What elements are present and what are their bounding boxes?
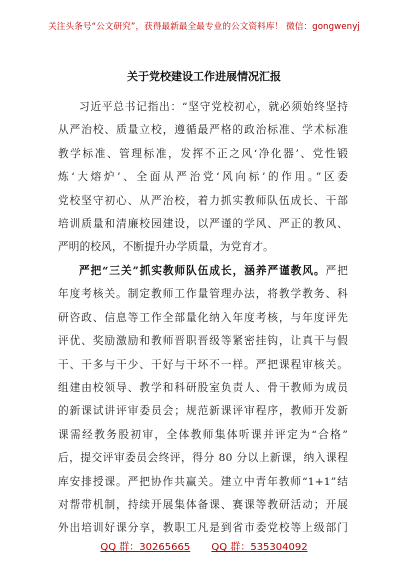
section-heading-tail: 严把	[325, 265, 348, 277]
qq-group-1: QQ 群：30265665	[100, 542, 191, 553]
paragraph-section	[58, 260, 348, 541]
qq-group-2: QQ 群：535304092	[211, 542, 308, 553]
text-line: 库安排授课。严把协作共赢关。建立中青年教师“1+1”结	[58, 475, 348, 488]
text-line: 干、干多与干少、干好与干坏不一样。严把课程审核关。	[58, 358, 348, 371]
text-line: 外出培训好课分享，教职工凡是到省市委党校等上级部门	[58, 522, 348, 535]
text-line: 后，提交评审委员会终评，得分 80 分以上新课，纳入课程	[58, 452, 348, 465]
text-line: 严明的校风，不断提升办学质量，为党育才。	[58, 241, 274, 254]
text-line: 培训质量和清廉校园建设，以严谨的学风、严正的教风、	[58, 217, 348, 230]
document-title: 关于党校建设工作进展情况汇报	[127, 70, 281, 83]
footer-qq-groups	[0, 538, 408, 553]
promo-header: 关注头条号“公文研究”，获得最新最全最专业的公文资料库！ 微信：gongwenyj	[48, 22, 360, 32]
section-heading-line	[58, 260, 348, 283]
text-line: 党校坚守初心、从严治校，着力抓实教师队伍成长、干部	[58, 194, 348, 207]
text-line: 课需经教务股初审，全体教师集体听课并评定为“合格”	[58, 428, 348, 441]
text-line: 炼‘大熔炉’、全面从严治党‘风向标’的作用。”区委	[58, 171, 348, 184]
text-line: 教学标准、管理标准，发挥不正之风‘净化器’、党性锻	[58, 147, 348, 160]
paragraph-intro	[58, 96, 348, 260]
section-heading: 严把“三关”抓实教师队伍成长，涵养严谨教风。	[79, 265, 326, 277]
text-line: 年度考核关。制定教师工作量管理办法，将教学教务、科	[58, 288, 348, 301]
text-line: 习近平总书记指出：“坚守党校初心，就必须始终坚持	[79, 101, 348, 113]
text-line: 从严治校、质量立校，遵循最严格的政治标准、学术标准	[58, 124, 348, 137]
text-line: 对帮带机制，持续开展集体备课、赛课等教研活动；开展	[58, 498, 348, 511]
text-line: 组建由校领导、教学和科研股室负责人、骨干教师为成员	[58, 381, 348, 394]
text-line: 研咨政、信息等工作全部量化纳入年度考核，与年度评先	[58, 311, 348, 324]
text-line: 的新课试讲评审委员会；规范新课评审程序，教师开发新	[58, 405, 348, 418]
text-line: 评优、奖励激励和教师晋职晋级等紧密挂钩，让真干与假	[58, 335, 348, 348]
